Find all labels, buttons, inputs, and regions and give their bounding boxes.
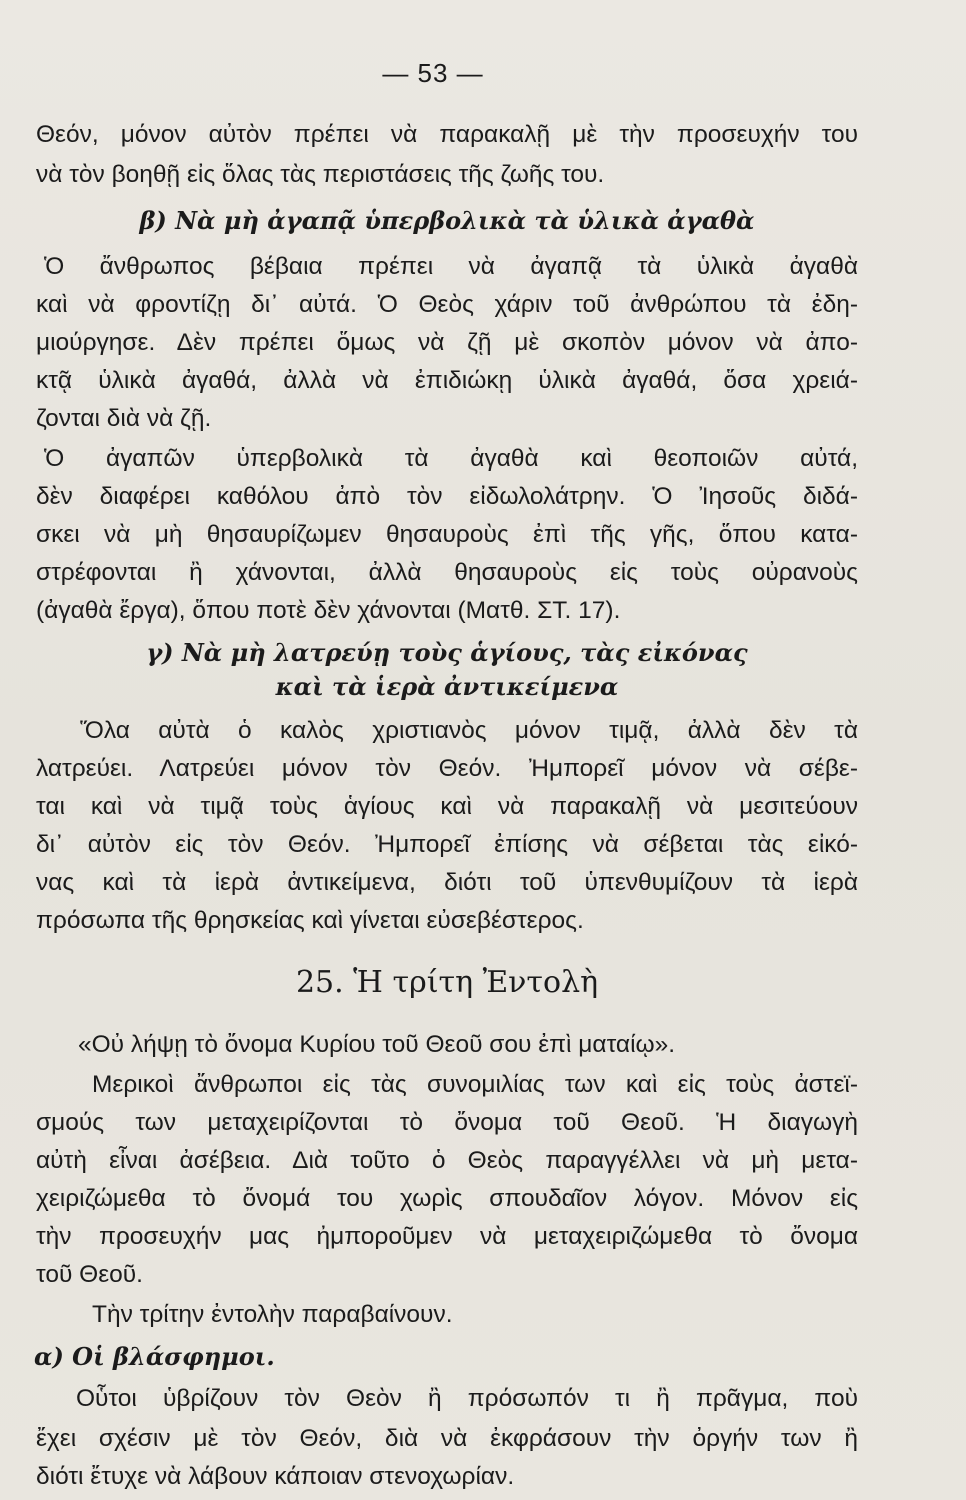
text-line: ἔχει σχέσιν μὲ τὸν Θεόν, διὰ νὰ ἐκφράσουν τὴν ὀργήν των ἢ — [36, 1425, 858, 1452]
text-line: Οὗτοι ὑβρίζουν τὸν Θεὸν ἢ πρόσωπόν τι ἢ πρᾶγμα, ποὺ — [76, 1385, 858, 1412]
text-line: Ὅλα αὐτὰ ὁ καλὸς χριστιανὸς μόνον τιμᾷ, ἀλλὰ δὲν τὰ — [80, 717, 858, 744]
text-line: (ἀγαθὰ ἔργα), ὅπου ποτὲ δὲν χάνονται (Ματθ. ΣΤ. 17). — [36, 597, 621, 624]
text-line: σμούς των μεταχειρίζονται τὸ ὄνομα τοῦ Θεοῦ. Ἡ διαγωγὴ — [36, 1109, 858, 1136]
text-line: μιούργησε. Δὲν πρέπει ὅμως νὰ ζῇ μὲ σκοπὸν μόνον νὰ ἀπο- — [36, 329, 858, 356]
text-line: τὴν προσευχήν μας ἠμποροῦμεν νὰ μεταχειριζώμεθα τὸ ὄνομα — [36, 1223, 858, 1250]
text-line: κτᾷ ὑλικὰ ἀγαθά, ἀλλὰ νὰ ἐπιδιώκῃ ὑλικὰ ἀγαθά, ὅσα χρειά- — [36, 367, 858, 394]
text-line: «Οὐ λήψῃ τὸ ὄνομα Κυρίου τοῦ Θεοῦ σου ἐπὶ ματαίῳ». — [78, 1031, 676, 1058]
text-line: αὐτὴ εἶναι ἀσέβεια. Διὰ τοῦτο ὁ Θεὸς παραγγέλλει νὰ μὴ μετα- — [36, 1147, 858, 1174]
text-line: στρέφονται ἢ χάνονται, ἀλλὰ θησαυροὺς εἰς τοὺς οὐρανοὺς — [36, 559, 858, 586]
text-line: σκει νὰ μὴ θησαυρίζωμεν θησαυροὺς ἐπὶ τῆς γῆς, ὅπου κατα- — [36, 521, 858, 548]
text-line: δὲν διαφέρει καθόλου ἀπὸ τὸν εἰδωλολάτρην. Ὁ Ἰησοῦς διδά- — [36, 483, 858, 510]
text-line: νὰ τὸν βοηθῇ εἰς ὅλας τὰς περιστάσεις τῆς ζωῆς του. — [36, 161, 605, 188]
text-line: ται καὶ νὰ τιμᾷ τοὺς ἁγίους καὶ νὰ παρακαλῇ νὰ μεσιτεύουν — [36, 793, 858, 820]
text-line: τοῦ Θεοῦ. — [36, 1261, 143, 1288]
text-line: Τὴν τρίτην ἐντολὴν παραβαίνουν. — [92, 1301, 453, 1328]
subheading: γ) Νὰ μὴ λατρεύῃ τοὺς ἁγίους, τὰς εἰκόνας — [146, 638, 748, 667]
text-line: δι᾿ αὐτὸν εἰς τὸν Θεόν. Ἠμπορεῖ ἐπίσης νὰ σέβεται τὰς εἰκό- — [36, 831, 858, 858]
subheading: α) Οἱ βλάσφημοι. — [34, 1342, 275, 1371]
text-line: καὶ νὰ φροντίζῃ δι᾿ αὐτά. Ὁ Θεὸς χάριν τοῦ ἀνθρώπου τὰ ἐδη- — [36, 291, 858, 318]
section-title: 25. Ἡ τρίτη Ἐντολὴ — [295, 965, 599, 1000]
text-line: λατρεύει. Λατρεύει μόνον τὸν Θεόν. Ἠμπορεῖ μόνον νὰ σέβε- — [36, 755, 858, 782]
text-line: ζονται διὰ νὰ ζῇ. — [36, 405, 212, 432]
subheading: β) Νὰ μὴ ἀγαπᾷ ὑπερβολικὰ τὰ ὑλικὰ ἀγαθὰ — [139, 206, 755, 235]
text-line: Θεόν, μόνον αὐτὸν πρέπει νὰ παρακαλῇ μὲ τὴν προσευχήν του — [36, 121, 858, 148]
text-line: διότι ἔτυχε νὰ λάβουν κάποιαν στενοχωρίαν. — [36, 1463, 515, 1490]
subheading: καὶ τὰ ἱερὰ ἀντικείμενα — [275, 672, 619, 701]
text-line: Μερικοὶ ἄνθρωποι εἰς τὰς συνομιλίας των καὶ εἰς τοὺς ἀστεϊ- — [92, 1071, 858, 1098]
text-line: πρόσωπα τῆς θρησκείας καὶ γίνεται εὐσεβέστερος. — [36, 907, 584, 934]
text-line: νας καὶ τὰ ἱερὰ ἀντικείμενα, διότι τοῦ ὑπενθυμίζουν τὰ ἱερὰ — [36, 869, 858, 896]
page-number: — 53 — — [382, 58, 484, 88]
text-line: χειριζώμεθα τὸ ὄνομά του χωρὶς σπουδαῖον λόγον. Μόνον εἰς — [36, 1185, 858, 1212]
text-line: Ὁ ἀγαπῶν ὑπερβολικὰ τὰ ἀγαθὰ καὶ θεοποιῶν αὐτά, — [44, 445, 858, 472]
text-line: Ὁ ἄνθρωπος βέβαια πρέπει νὰ ἀγαπᾷ τὰ ὑλικὰ ἀγαθὰ — [44, 253, 858, 280]
